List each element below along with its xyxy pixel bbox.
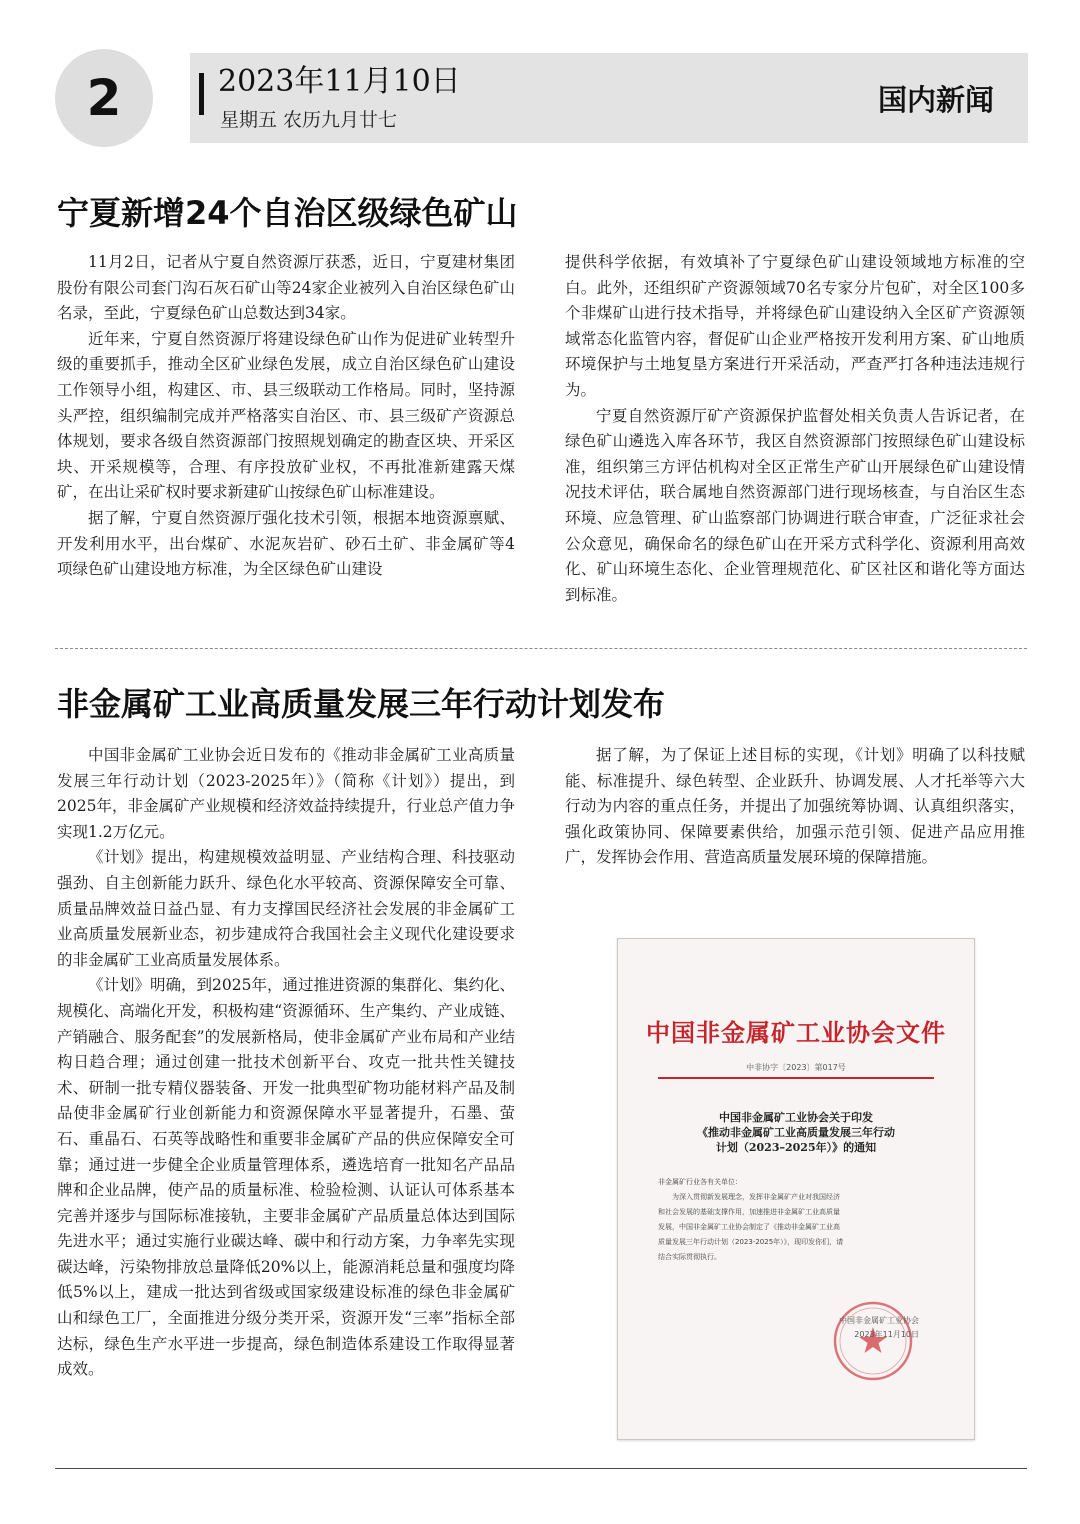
article2-left-column xyxy=(57,743,515,1383)
document-number: 中非协字〔2023〕第017号 xyxy=(746,1063,846,1072)
signature-org: 中国非金属矿工业协会 xyxy=(839,1316,919,1325)
article2-paragraph: 中国非金属矿工业协会近日发布的《推动非金属矿工业高质量发展三年行动计划（2023-2025年）》（简称《计划》）提出，到2025年，非金属矿产业规模和经济效益持续提升，行业总产值力争实现1.2万亿元。 xyxy=(57,746,515,841)
article1-paragraph: 宁夏自然资源厅矿产资源保护监督处相关负责人告诉记者，在绿色矿山遴选入库各环节，我区自然资源部门按照绿色矿山建设标准，组织第三方评估机构对全区正常生产矿山开展绿色矿山建设情况技术评估，联合属地自然资源部门进行现场核查，与自治区生态环境、应急管理、矿山监察部门协调进行联合审查，广泛征求社会公众意见，确保命名的绿色矿山在开采方式科学化、资源利用高效化、矿山环境生态化、企业管理规范化、矿区社区和谐化等方面达到标准。 xyxy=(565,406,1025,604)
page-number-badge xyxy=(55,49,153,147)
article1-right-column xyxy=(565,250,1025,608)
article2-right-column xyxy=(565,743,1025,871)
document-signature xyxy=(839,1314,919,1342)
article2-paragraph: 《计划》明确，到2025年，通过推进资源的集群化、集约化、规模化、高端化开发，积极构建“资源循环、生产集约、产业成链、产销融合、服务配套”的发展新格局，使非金属矿产业布局和产业结构日趋合理；通过创建一批技术创新平台、攻克一批共性关键技术、研制一批专精仪器装备、开发一批典型矿物功能材料产品及制品使非金属矿行业创新能力和资源保障水平显著提升，石墨、萤石、重晶石、石英等战略性和重要非金属矿产品的供应保障安全可靠；通过进一步健全企业质量管理体系，遴选培育一批知名产品品牌和企业品牌，使产品的质量标准、检验检测、认证认可体系基本完善并逐步与国际标准接轨，主要非金属矿产品质量总体达到国际先进水平；通过实施行业碳达峰、碳中和行动方案，力争率先实现碳达峰，污染物排放总量降低20%以上，能源消耗总量和强度均降低5%以上，建成一批达到省级或国家级建设标准的绿色非金属矿山和绿色工厂，全面推进分级分类开采，资源开发“三率”指标全部达标，绿色生产水平进一步提高，绿色制造体系建设工作取得显著成效。 xyxy=(57,976,515,1379)
article-divider xyxy=(55,648,1027,649)
article1-paragraph: 提供科学依据，有效填补了宁夏绿色矿山建设领域地方标准的空白。此外，还组织矿产资源领域70名专家分片包矿，对全区100多个非煤矿山进行技术指导，并将绿色矿山建设纳入全区矿产资源领域常态化监管内容，督促矿山企业严格按开发利用方案、矿山地质环境保护与土地复垦方案进行开采活动，严查严打各种违法违规行为。 xyxy=(565,253,1025,399)
document-body: 非金属矿行业各有关单位： 为深入贯彻新发展理念，发挥非金属矿产业对我国经济 和社会发展的基础支撑作用，加速推进非金属矿工业高质量 发展，中国非金属矿工业协会制定了《推动非金属矿工业高 质量发展三年行动计划（2023-2025年）》，现印发你们，请 结合实际贯彻执行。 xyxy=(658,1178,844,1261)
section-label: 国内新闻 xyxy=(877,83,994,117)
document-red-rule xyxy=(658,1077,934,1079)
article2-paragraph: 据了解，为了保证上述目标的实现，《计划》明确了以科技赋能、标准提升、绿色转型、企业跃升、协调发展、人才托举等六大行动为内容的重点任务，并提出了加强统筹协调、认真组织落实，强化政策协同、保障要素供给，加强示范引领、促进产品应用推广，发挥协会作用、营造高质量发展环境的保障措施。 xyxy=(565,746,1025,867)
footer-rule xyxy=(55,1468,1027,1469)
document-notice-title: 中国非金属矿工业协会关于印发 《推动非金属矿工业高质量发展三年行动 计划（2023–2025年）》的通知 xyxy=(697,1111,895,1154)
page-number: 2 xyxy=(86,69,122,127)
article1-paragraph: 据了解，宁夏自然资源厅强化技术引领，根据本地资源禀赋、开发利用水平，出台煤矿、水泥灰岩矿、砂石土矿、非金属矿等4项绿色矿山建设地方标准，为全区绿色矿山建设 xyxy=(57,508,515,579)
article2-title: 非金属矿工业高质量发展三年行动计划发布 xyxy=(57,685,666,723)
signature-date: 2023年11月10日 xyxy=(854,1330,919,1339)
header-divider xyxy=(199,73,204,115)
document-title: 中国非金属矿工业协会文件 xyxy=(646,1018,946,1047)
weekday-lunar-date: 星期五 农历九月廿七 xyxy=(220,109,398,131)
article1-left-column xyxy=(57,250,515,583)
issue-date: 2023年11月10日 xyxy=(218,64,461,99)
article1-title: 宁夏新增24个自治区级绿色矿山 xyxy=(57,194,518,232)
article1-paragraph: 11月2日，记者从宁夏自然资源厅获悉，近日，宁夏建材集团股份有限公司套门沟石灰石矿山等24家企业被列入自治区绿色矿山名录，至此，宁夏绿色矿山总数达到34家。 xyxy=(57,253,515,323)
article1-paragraph: 近年来，宁夏自然资源厅将建设绿色矿山作为促进矿业转型升级的重要抓手，推动全区矿业绿色发展，成立自治区绿色矿山建设工作领导小组，构建区、市、县三级联动工作格局。同时，坚持源头严控，组织编制完成并严格落实自治区、市、县三级矿产资源总体规划，要求各级自然资源部门按照规划确定的勘查区块、开采区块、开采规模等，合理、有序投放矿业权，不再批准新建露天煤矿，在出让采矿权时要求新建矿山按绿色矿山标准建设。 xyxy=(57,329,515,502)
document-image xyxy=(617,938,975,1440)
article2-paragraph: 《计划》提出，构建规模效益明显、产业结构合理、科技驱动强劲、自主创新能力跃升、绿色化水平较高、资源保障安全可靠、质量品牌效益日益凸显、有力支撑国民经济社会发展的非金属矿工业高质量发展新业态，初步建成符合我国社会主义现代化建设要求的非金属矿工业高质量发展体系。 xyxy=(57,848,515,969)
